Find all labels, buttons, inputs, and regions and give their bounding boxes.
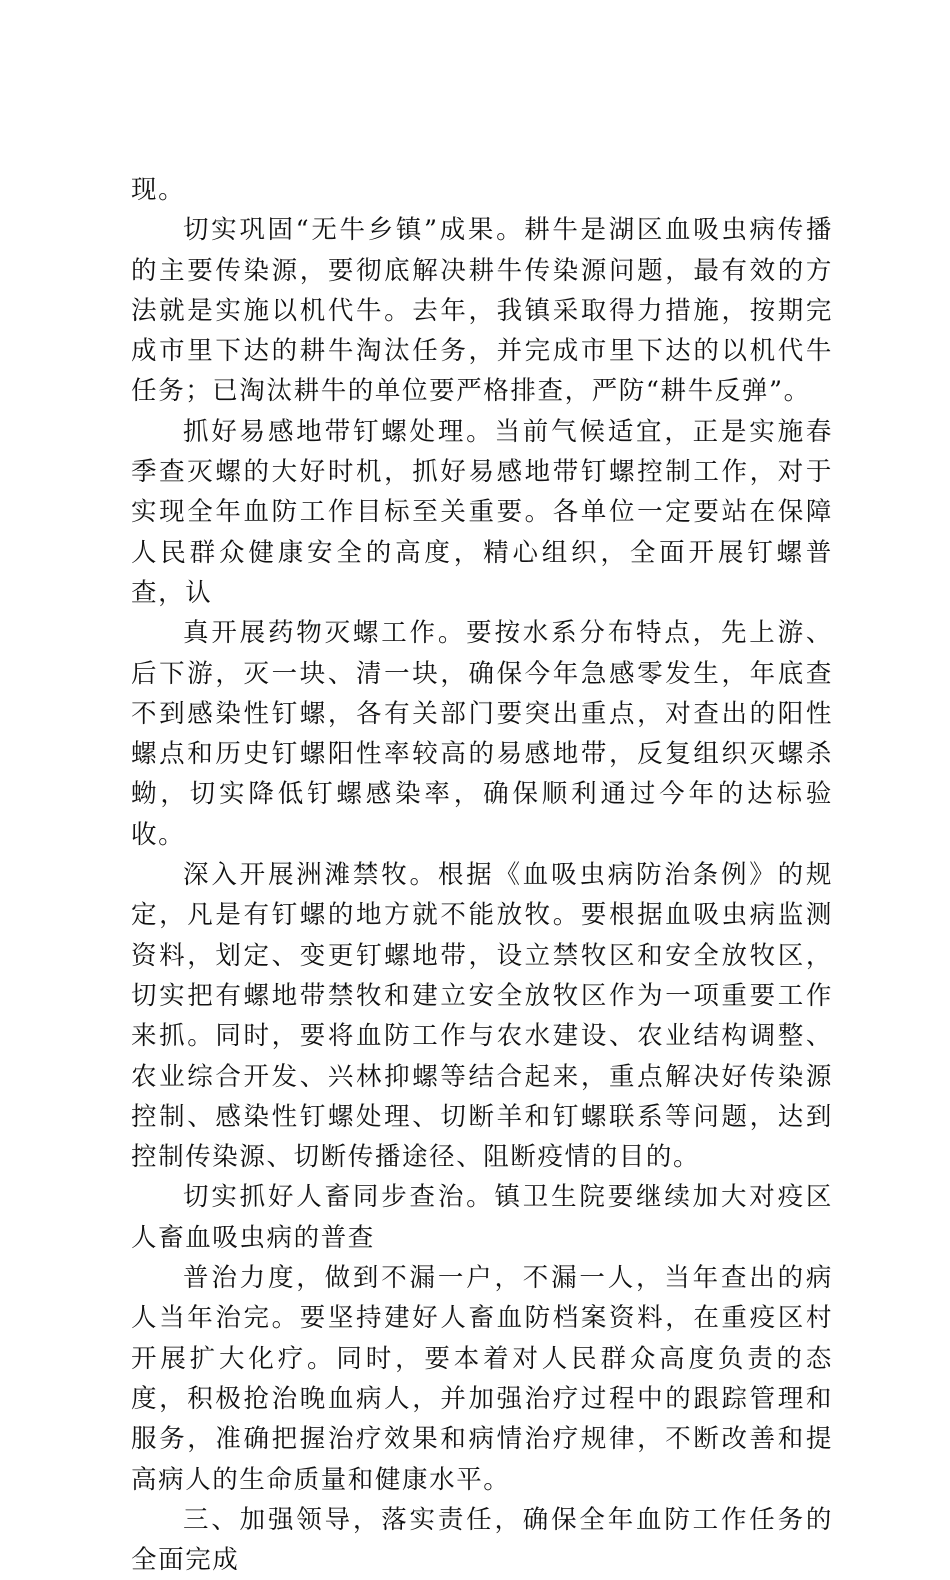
paragraph-7: 普治力度，做到不漏一户，不漏一人，当年查出的病人当年治完。要坚持建好人畜血防档案资料，在重疫区村开展扩大化疗。同时，要本着对人民群众高度负责的态度，积极抢治晚血病人，并加强治疗过程中的跟踪管理和服务，准确把握治疗效果和病情治疗规律，不断改善和提高病人的生命质量和健康水平。	[131, 1263, 833, 1495]
paragraph-6: 切实抓好人畜同步查治。镇卫生院要继续加大对疫区人畜血吸虫病的普查	[131, 1182, 833, 1253]
document-body	[131, 170, 833, 1580]
section-heading: 三、加强领导，落实责任，确保全年血防工作任务的全面完成	[131, 1504, 833, 1576]
paragraph-1: 现。	[131, 175, 186, 205]
paragraph-5: 深入开展洲滩禁牧。根据《血吸虫病防治条例》的规定，凡是有钉螺的地方就不能放牧。要根据血吸虫病监测资料，划定、变更钉螺地带，设立禁牧区和安全放牧区，切实把有螺地带禁牧和建立安全放牧区作为一项重要工作来抓。同时，要将血防工作与农水建设、农业结构调整、农业综合开发、兴林抑螺等结合起来，重点解决好传染源控制、感染性钉螺处理、切断羊和钉螺联系等问题，达到控制传染源、切断传播途径、阻断疫情的目的。	[131, 860, 833, 1173]
paragraph-2: 切实巩固“无牛乡镇”成果。耕牛是湖区血吸虫病传播的主要传染源，要彻底解决耕牛传染源问题，最有效的方法就是实施以机代牛。去年，我镇采取得力措施，按期完成市里下达的耕牛淘汰任务，并完成市里下达的以机代牛任务；已淘汰耕牛的单位要严格排查，严防“耕牛反弹”。	[131, 215, 833, 407]
paragraph-4: 真开展药物灭螺工作。要按水系分布特点，先上游、后下游，灭一块、清一块，确保今年急感零发生，年底查不到感染性钉螺，各有关部门要突出重点，对查出的阳性螺点和历史钉螺阳性率较高的易感地带，反复组织灭螺杀蚴，切实降低钉螺感染率，确保顺利通过今年的达标验收。	[131, 618, 833, 850]
paragraph-3: 抓好易感地带钉螺处理。当前气候适宜，正是实施春季查灭螺的大好时机，抓好易感地带钉螺控制工作，对于实现全年血防工作目标至关重要。各单位一定要站在保障人民群众健康安全的高度，精心组织，全面开展钉螺普查，认	[131, 416, 833, 608]
